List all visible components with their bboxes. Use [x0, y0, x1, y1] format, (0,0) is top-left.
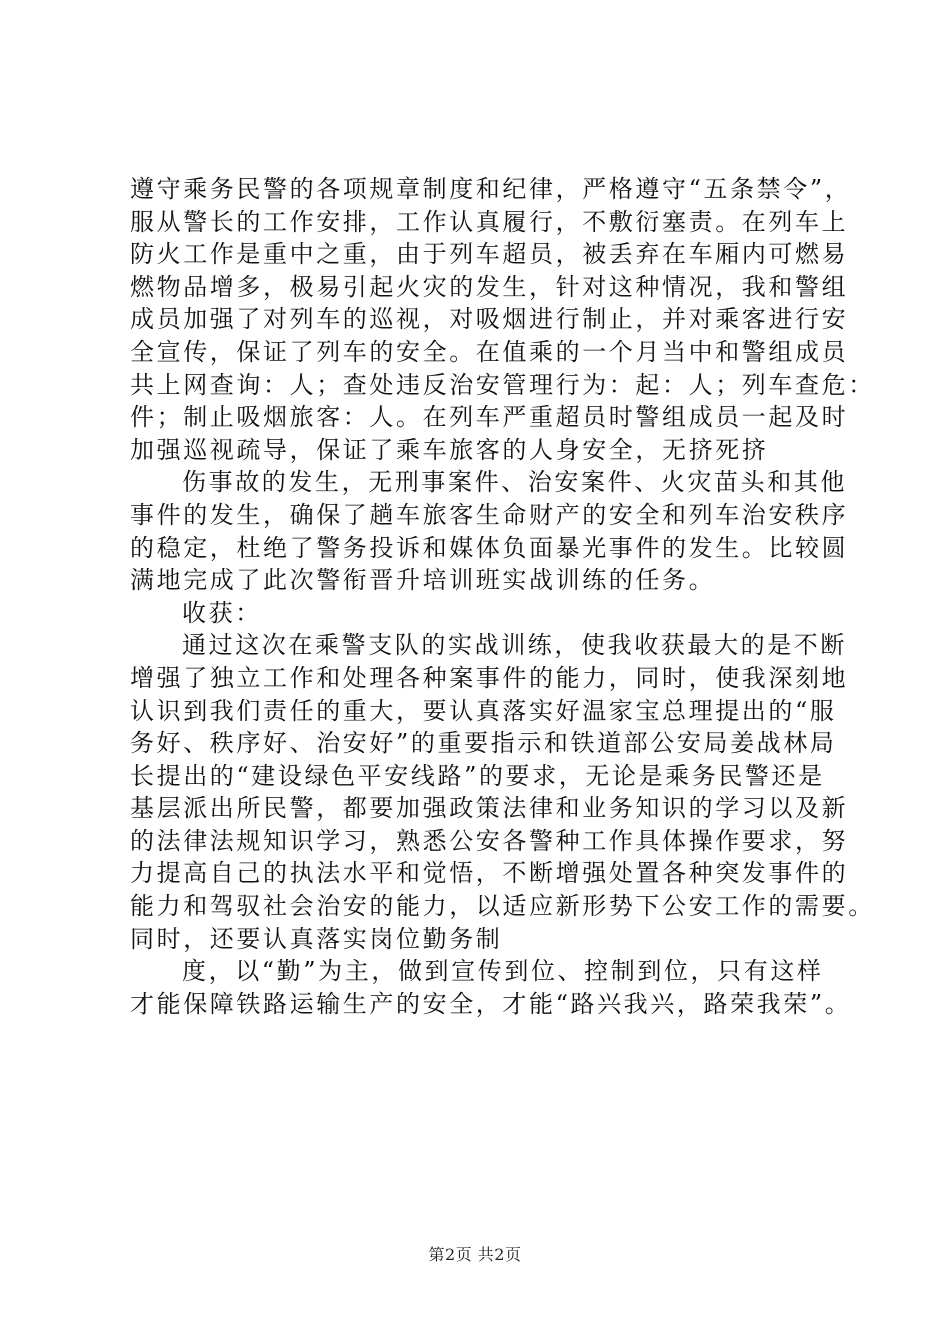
- text-line: 才能保障铁路运输生产的安全，才能“路兴我兴，路荣我荣”。: [130, 989, 852, 1018]
- text-line: 遵守乘务民警的各项规章制度和纪律，严格遵守“五条禁令”，: [130, 175, 852, 203]
- text-line: 事件的发生，确保了趟车旅客生命财产的安全和列车治安秩序: [130, 500, 849, 529]
- text-line: 收获：: [182, 598, 262, 627]
- text-line: 全宣传，保证了列车的安全。在值乘的一个月当中和警组成员: [130, 337, 849, 366]
- text-line: 加强巡视疏导，保证了乘车旅客的人身安全，无挤死挤: [130, 435, 769, 464]
- text-line: 能力和驾驭社会治安的能力，以适应新形势下公安工作的需要。: [130, 892, 875, 921]
- page-footer: 第2页 共2页: [428, 1245, 522, 1264]
- text-line: 共上网查询：人；查处违反治安管理行为：起：人；列车查危：: [130, 370, 875, 399]
- text-line: 增强了独立工作和处理各种案事件的能力，同时，使我深刻地: [130, 663, 849, 692]
- text-line: 度，以“勤”为主，做到宣传到位、控制到位，只有这样: [182, 957, 824, 986]
- text-line: 认识到我们责任的重大，要认真落实好温家宝总理提出的“服: [130, 696, 837, 725]
- text-line: 的稳定，杜绝了警务投诉和媒体负面暴光事件的发生。比较圆: [130, 533, 849, 562]
- text-line: 成员加强了对列车的巡视，对吸烟进行制止，并对乘客进行安: [130, 305, 849, 334]
- text-line: 满地完成了此次警衔晋升培训班实战训练的任务。: [130, 566, 716, 595]
- text-line: 通过这次在乘警支队的实战训练，使我收获最大的是不断: [182, 631, 847, 660]
- text-line: 同时，还要认真落实岗位勤务制: [130, 924, 503, 953]
- text-line: 力提高自己的执法水平和觉悟，不断增强处置各种突发事件的: [130, 859, 849, 888]
- document-body: [130, 173, 875, 1020]
- text-line: 服从警长的工作安排，工作认真履行，不敷衍塞责。在列车上: [130, 207, 849, 236]
- text-line: 长提出的“建设绿色平安线路”的要求，无论是乘务民警还是: [130, 761, 825, 790]
- text-line: 的法律法规知识学习，熟悉公安各警种工作具体操作要求，努: [130, 826, 849, 855]
- text-line: 防火工作是重中之重，由于列车超员，被丢弃在车厢内可燃易: [130, 240, 849, 269]
- text-line: 务好、秩序好、治安好”的重要指示和铁道部公安局姜战林局: [130, 729, 837, 758]
- text-line: 燃物品增多，极易引起火灾的发生，针对这种情况，我和警组: [130, 272, 849, 301]
- text-line: 基层派出所民警，都要加强政策法律和业务知识的学习以及新: [130, 794, 849, 823]
- text-line: 伤事故的发生，无刑事案件、治安案件、火灾苗头和其他: [182, 468, 847, 497]
- text-line: 件；制止吸烟旅客：人。在列车严重超员时警组成员一起及时: [130, 403, 849, 432]
